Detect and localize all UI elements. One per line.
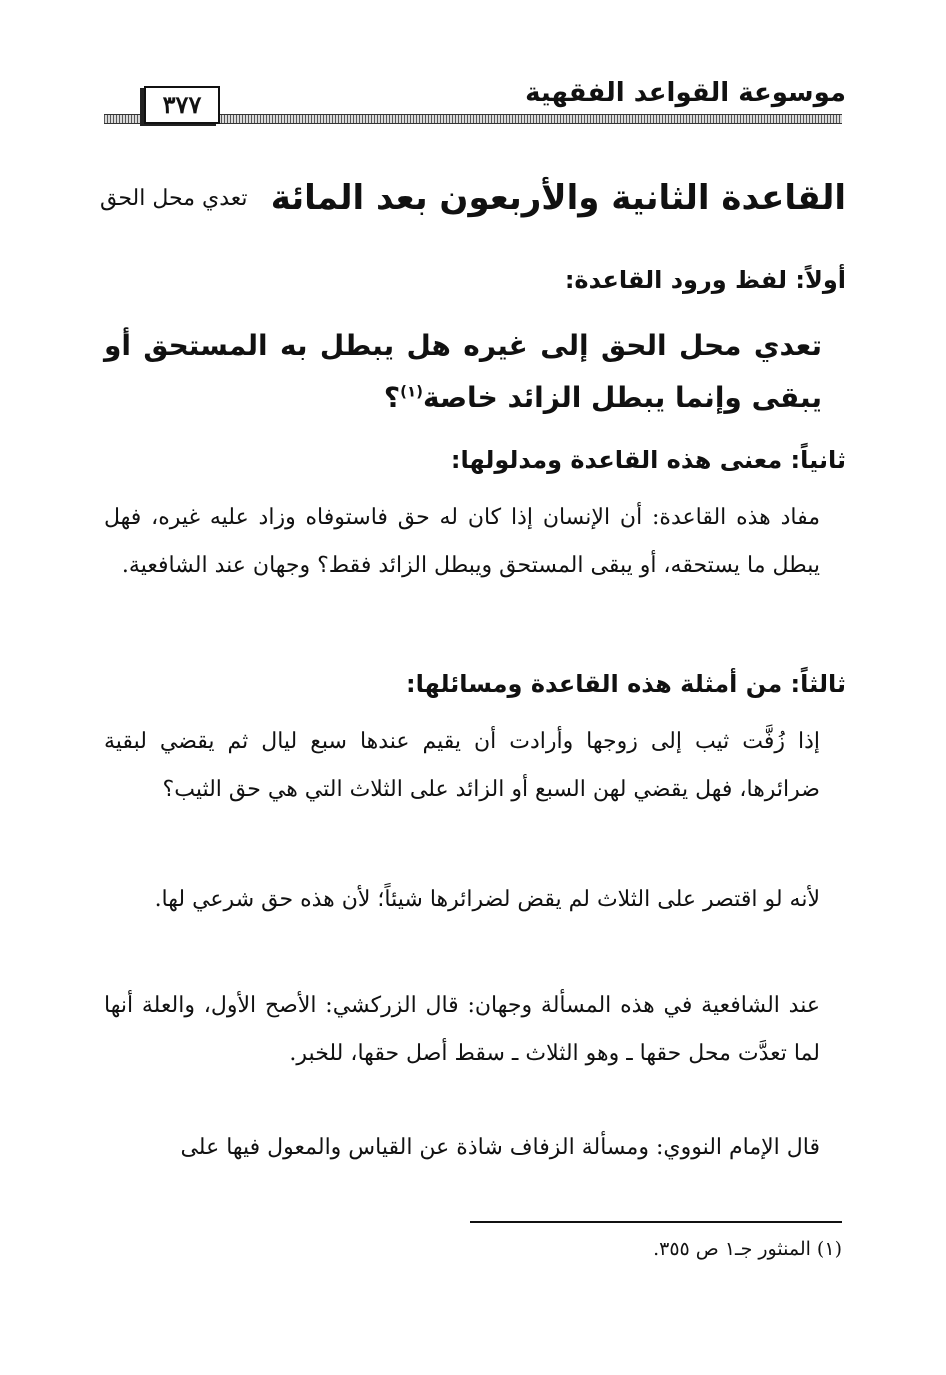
page-number: ٣٧٧: [144, 86, 220, 124]
rule-title: القاعدة الثانية والأربعون بعد المائة: [270, 178, 846, 218]
footnote-reference[interactable]: (١): [400, 382, 424, 401]
running-title: موسوعة القواعد الفقهية: [525, 78, 846, 108]
section-heading-meaning: ثانياً: معنى هذه القاعدة ومدلولها:: [450, 446, 846, 474]
example-paragraph: عند الشافعية في هذه المسألة وجهان: قال الزركشي: الأصح الأول، والعلة أنها لما تعدَّت محل حقها ـ وهو الثلاث ـ سقط أصل حقها، للخبر.: [104, 993, 820, 1066]
rule-wording-text: تعدي محل الحق إلى غيره هل يبطل به المستحق أو يبقى وإنما يبطل الزائد خاصة: [104, 329, 822, 414]
footnote-separator: [470, 1221, 842, 1223]
rule-wording: [104, 320, 822, 424]
example-paragraph: لأنه لو اقتصر على الثلاث لم يقض لضرائرها شيئاً؛ لأن هذه حق شرعي لها.: [154, 887, 820, 912]
rule-short-title: تعدي محل الحق: [100, 186, 248, 211]
section-heading-wording: أولاً: لفظ ورود القاعدة:: [564, 266, 846, 294]
footnote: (١) المنثور جـ١ ص ٣٥٥.: [653, 1238, 842, 1260]
example-paragraph: إذا زُفَّت ثيب إلى زوجها وأرادت أن يقيم عندها سبع ليال ثم يقضي لبقية ضرائرها، فهل يقضي لهن السبع أو الزائد على الثلاث التي هي حق الثيب؟: [104, 729, 820, 802]
rule-wording-end: ؟: [383, 381, 401, 414]
section-heading-examples: ثالثاً: من أمثلة هذه القاعدة ومسائلها:: [405, 670, 846, 698]
meaning-paragraph: مفاد هذه القاعدة: أن الإنسان إذا كان له حق فاستوفاه وزاد عليه غيره، فهل يبطل ما يستحقه، أو يبقى المستحق ويبطل الزائد فقط؟ وجهان عند الشافعية.: [104, 505, 820, 578]
example-paragraph: قال الإمام النووي: ومسألة الزفاف شاذة عن القياس والمعول فيها على: [180, 1135, 820, 1160]
